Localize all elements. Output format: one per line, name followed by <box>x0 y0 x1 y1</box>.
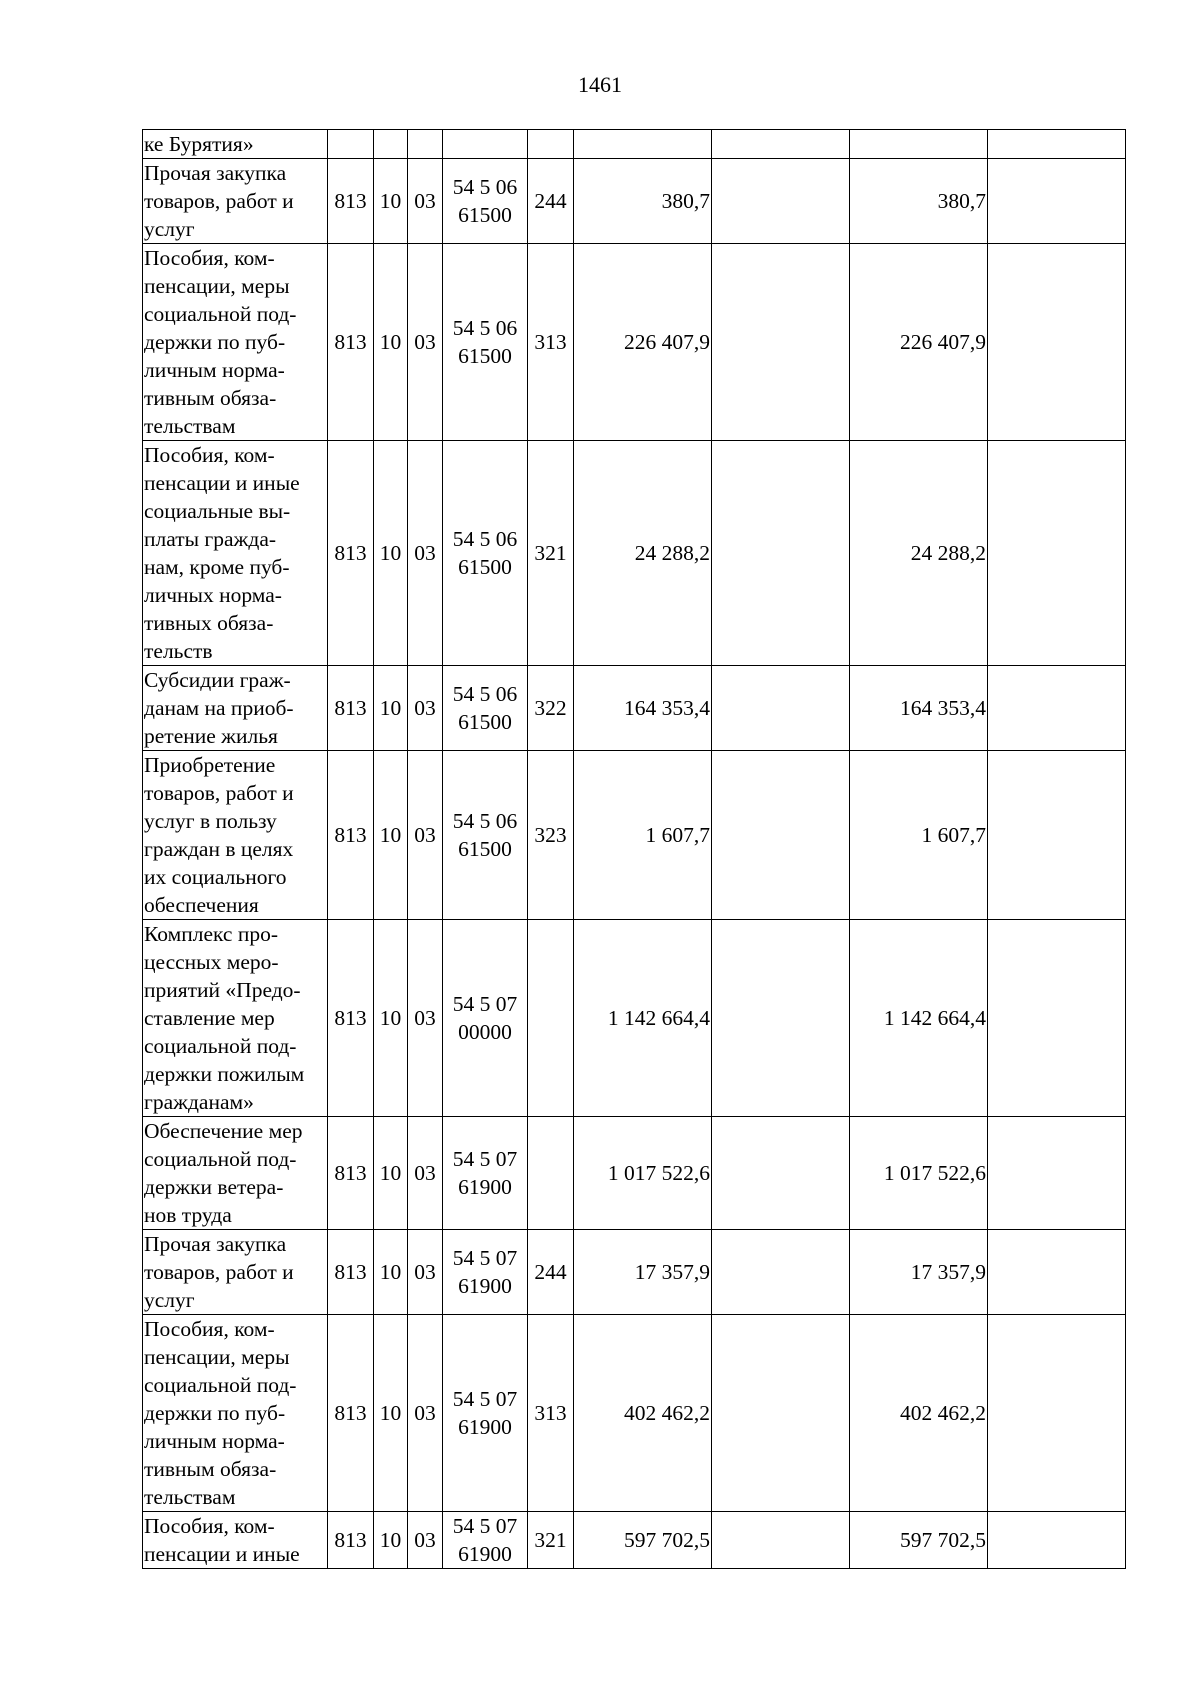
table-row <box>143 1117 1126 1230</box>
section-code-cell: 10 <box>374 751 408 920</box>
item-name-line: Пособия, ком- <box>144 246 275 270</box>
amount-cell: 24 288,2 <box>850 441 988 666</box>
subsection-code-cell: 03 <box>408 244 443 441</box>
amount-cell <box>988 130 1126 159</box>
table-row <box>143 130 1126 159</box>
ministry-code-cell: 813 <box>328 666 374 751</box>
expense-type-cell: 321 <box>528 441 574 666</box>
table-row <box>143 920 1126 1117</box>
table-row <box>143 159 1126 244</box>
ministry-code-cell: 813 <box>328 920 374 1117</box>
item-name-line: данам на приоб- <box>144 696 294 720</box>
amount-cell <box>988 751 1126 920</box>
item-name-line: тивных обяза- <box>144 611 274 635</box>
item-name-line: Субсидии граж- <box>144 668 291 692</box>
item-name-cell <box>143 920 328 1117</box>
expense-type-cell: 313 <box>528 1315 574 1512</box>
table-row <box>143 751 1126 920</box>
item-name-line: Комплекс про- <box>144 922 278 946</box>
table-row <box>143 1512 1126 1569</box>
item-name-line: держки по пуб- <box>144 1401 286 1425</box>
amount-cell <box>574 130 712 159</box>
item-name-line: платы гражда- <box>144 527 277 551</box>
item-name-line: услуг в пользу <box>144 809 277 833</box>
amount-cell <box>988 1315 1126 1512</box>
item-name-line: тивным обяза- <box>144 386 277 410</box>
amount-cell <box>712 1315 850 1512</box>
amount-cell <box>988 159 1126 244</box>
amount-cell <box>988 920 1126 1117</box>
ministry-code-cell: 813 <box>328 244 374 441</box>
item-name-line: держки пожилым <box>144 1062 305 1086</box>
item-name-line: личных норма- <box>144 583 282 607</box>
amount-cell <box>712 1230 850 1315</box>
item-name-line: Пособия, ком- <box>144 1317 275 1341</box>
expense-type-cell: 244 <box>528 159 574 244</box>
target-article-cell: 54 5 06 61500 <box>443 244 528 441</box>
subsection-code-cell: 03 <box>408 1512 443 1569</box>
amount-cell: 1 142 664,4 <box>850 920 988 1117</box>
item-name-line: Пособия, ком- <box>144 443 275 467</box>
item-name-line: гражданам» <box>144 1090 254 1114</box>
expense-type-cell: 244 <box>528 1230 574 1315</box>
target-article-cell: 54 5 06 61500 <box>443 159 528 244</box>
item-name-cell <box>143 1117 328 1230</box>
section-code-cell <box>374 130 408 159</box>
expense-type-cell: 321 <box>528 1512 574 1569</box>
item-name-line: пенсации, меры <box>144 1345 290 1369</box>
item-name-line: тельствам <box>144 1485 236 1509</box>
item-name-line: социальные вы- <box>144 499 291 523</box>
expense-type-cell <box>528 1117 574 1230</box>
section-code-cell: 10 <box>374 159 408 244</box>
amount-cell <box>988 1117 1126 1230</box>
subsection-code-cell: 03 <box>408 751 443 920</box>
target-article-cell: 54 5 07 61900 <box>443 1117 528 1230</box>
amount-cell: 402 462,2 <box>574 1315 712 1512</box>
target-article-cell: 54 5 07 61900 <box>443 1315 528 1512</box>
item-name-cell <box>143 1315 328 1512</box>
item-name-line: держки по пуб- <box>144 330 286 354</box>
item-name-line: тельств <box>144 639 213 663</box>
item-name-line: цессных меро- <box>144 950 279 974</box>
subsection-code-cell: 03 <box>408 441 443 666</box>
item-name-line: нам, кроме пуб- <box>144 555 290 579</box>
target-article-cell: 54 5 07 61900 <box>443 1230 528 1315</box>
amount-cell: 1 017 522,6 <box>574 1117 712 1230</box>
expense-type-cell: 322 <box>528 666 574 751</box>
item-name-line: ретение жилья <box>144 724 278 748</box>
amount-cell <box>712 666 850 751</box>
ministry-code-cell: 813 <box>328 1230 374 1315</box>
expense-type-cell: 313 <box>528 244 574 441</box>
item-name-line: личным норма- <box>144 1429 285 1453</box>
item-name-line: услуг <box>144 1288 195 1312</box>
table-row <box>143 1315 1126 1512</box>
item-name-line: тивным обяза- <box>144 1457 277 1481</box>
item-name-line: социальной под- <box>144 302 297 326</box>
amount-cell: 24 288,2 <box>574 441 712 666</box>
amount-cell: 1 607,7 <box>574 751 712 920</box>
subsection-code-cell <box>408 130 443 159</box>
expense-type-cell <box>528 920 574 1117</box>
item-name-cell <box>143 666 328 751</box>
page-number: 1461 <box>578 72 622 97</box>
ministry-code-cell: 813 <box>328 1315 374 1512</box>
item-name-line: пенсации и иные <box>144 1542 300 1566</box>
amount-cell: 1 142 664,4 <box>574 920 712 1117</box>
subsection-code-cell: 03 <box>408 1315 443 1512</box>
amount-cell: 17 357,9 <box>574 1230 712 1315</box>
item-name-line: социальной под- <box>144 1034 297 1058</box>
amount-cell <box>712 244 850 441</box>
amount-cell <box>988 1512 1126 1569</box>
ministry-code-cell: 813 <box>328 441 374 666</box>
ministry-code-cell <box>328 130 374 159</box>
item-name-line: товаров, работ и <box>144 189 294 213</box>
subsection-code-cell: 03 <box>408 1117 443 1230</box>
item-name-line: услуг <box>144 217 195 241</box>
target-article-cell <box>443 130 528 159</box>
item-name-line: пенсации и иные <box>144 471 300 495</box>
section-code-cell: 10 <box>374 1230 408 1315</box>
item-name-line: социальной под- <box>144 1147 297 1171</box>
section-code-cell: 10 <box>374 666 408 751</box>
section-code-cell: 10 <box>374 1315 408 1512</box>
ministry-code-cell: 813 <box>328 751 374 920</box>
item-name-line: граждан в целях <box>144 837 294 861</box>
amount-cell: 380,7 <box>850 159 988 244</box>
item-name-line: товаров, работ и <box>144 781 294 805</box>
item-name-line: Приобретение <box>144 753 276 777</box>
amount-cell <box>988 666 1126 751</box>
item-name-cell <box>143 441 328 666</box>
amount-cell: 164 353,4 <box>574 666 712 751</box>
amount-cell <box>712 1117 850 1230</box>
section-code-cell: 10 <box>374 441 408 666</box>
item-name-line: ставление мер <box>144 1006 275 1030</box>
item-name-line: нов труда <box>144 1203 232 1227</box>
budget-table <box>142 129 1126 1569</box>
amount-cell: 1 017 522,6 <box>850 1117 988 1230</box>
budget-table-body <box>143 130 1126 1569</box>
amount-cell <box>712 1512 850 1569</box>
item-name-line: Пособия, ком- <box>144 1514 275 1538</box>
target-article-cell: 54 5 06 61500 <box>443 666 528 751</box>
amount-cell <box>850 130 988 159</box>
item-name-line: тельствам <box>144 414 236 438</box>
expense-type-cell <box>528 130 574 159</box>
ministry-code-cell: 813 <box>328 159 374 244</box>
item-name-line: их социального <box>144 865 287 889</box>
item-name-cell <box>143 1512 328 1569</box>
table-row <box>143 441 1126 666</box>
subsection-code-cell: 03 <box>408 1230 443 1315</box>
item-name-cell <box>143 244 328 441</box>
item-name-line: социальной под- <box>144 1373 297 1397</box>
amount-cell: 226 407,9 <box>574 244 712 441</box>
amount-cell: 380,7 <box>574 159 712 244</box>
expense-type-cell: 323 <box>528 751 574 920</box>
amount-cell: 17 357,9 <box>850 1230 988 1315</box>
amount-cell <box>712 159 850 244</box>
amount-cell: 597 702,5 <box>574 1512 712 1569</box>
item-name-line: ке Бурятия» <box>144 132 254 156</box>
item-name-cell <box>143 751 328 920</box>
table-row <box>143 1230 1126 1315</box>
item-name-line: обеспечения <box>144 893 259 917</box>
section-code-cell: 10 <box>374 1117 408 1230</box>
ministry-code-cell: 813 <box>328 1512 374 1569</box>
subsection-code-cell: 03 <box>408 920 443 1117</box>
item-name-line: Прочая закупка <box>144 161 287 185</box>
item-name-line: Обеспечение мер <box>144 1119 303 1143</box>
section-code-cell: 10 <box>374 244 408 441</box>
item-name-line: товаров, работ и <box>144 1260 294 1284</box>
table-row <box>143 244 1126 441</box>
amount-cell: 402 462,2 <box>850 1315 988 1512</box>
amount-cell <box>712 441 850 666</box>
amount-cell: 1 607,7 <box>850 751 988 920</box>
target-article-cell: 54 5 07 61900 <box>443 1512 528 1569</box>
amount-cell: 164 353,4 <box>850 666 988 751</box>
ministry-code-cell: 813 <box>328 1117 374 1230</box>
amount-cell: 226 407,9 <box>850 244 988 441</box>
target-article-cell: 54 5 06 61500 <box>443 441 528 666</box>
item-name-line: приятий «Предо- <box>144 978 301 1002</box>
amount-cell <box>712 130 850 159</box>
amount-cell <box>712 920 850 1117</box>
amount-cell <box>988 1230 1126 1315</box>
table-row <box>143 666 1126 751</box>
item-name-cell <box>143 130 328 159</box>
item-name-line: Прочая закупка <box>144 1232 287 1256</box>
amount-cell: 597 702,5 <box>850 1512 988 1569</box>
item-name-line: пенсации, меры <box>144 274 290 298</box>
subsection-code-cell: 03 <box>408 159 443 244</box>
amount-cell <box>988 244 1126 441</box>
section-code-cell: 10 <box>374 920 408 1117</box>
subsection-code-cell: 03 <box>408 666 443 751</box>
item-name-line: держки ветера- <box>144 1175 284 1199</box>
item-name-cell <box>143 1230 328 1315</box>
target-article-cell: 54 5 06 61500 <box>443 751 528 920</box>
item-name-cell <box>143 159 328 244</box>
amount-cell <box>712 751 850 920</box>
target-article-cell: 54 5 07 00000 <box>443 920 528 1117</box>
item-name-line: личным норма- <box>144 358 285 382</box>
amount-cell <box>988 441 1126 666</box>
section-code-cell: 10 <box>374 1512 408 1569</box>
